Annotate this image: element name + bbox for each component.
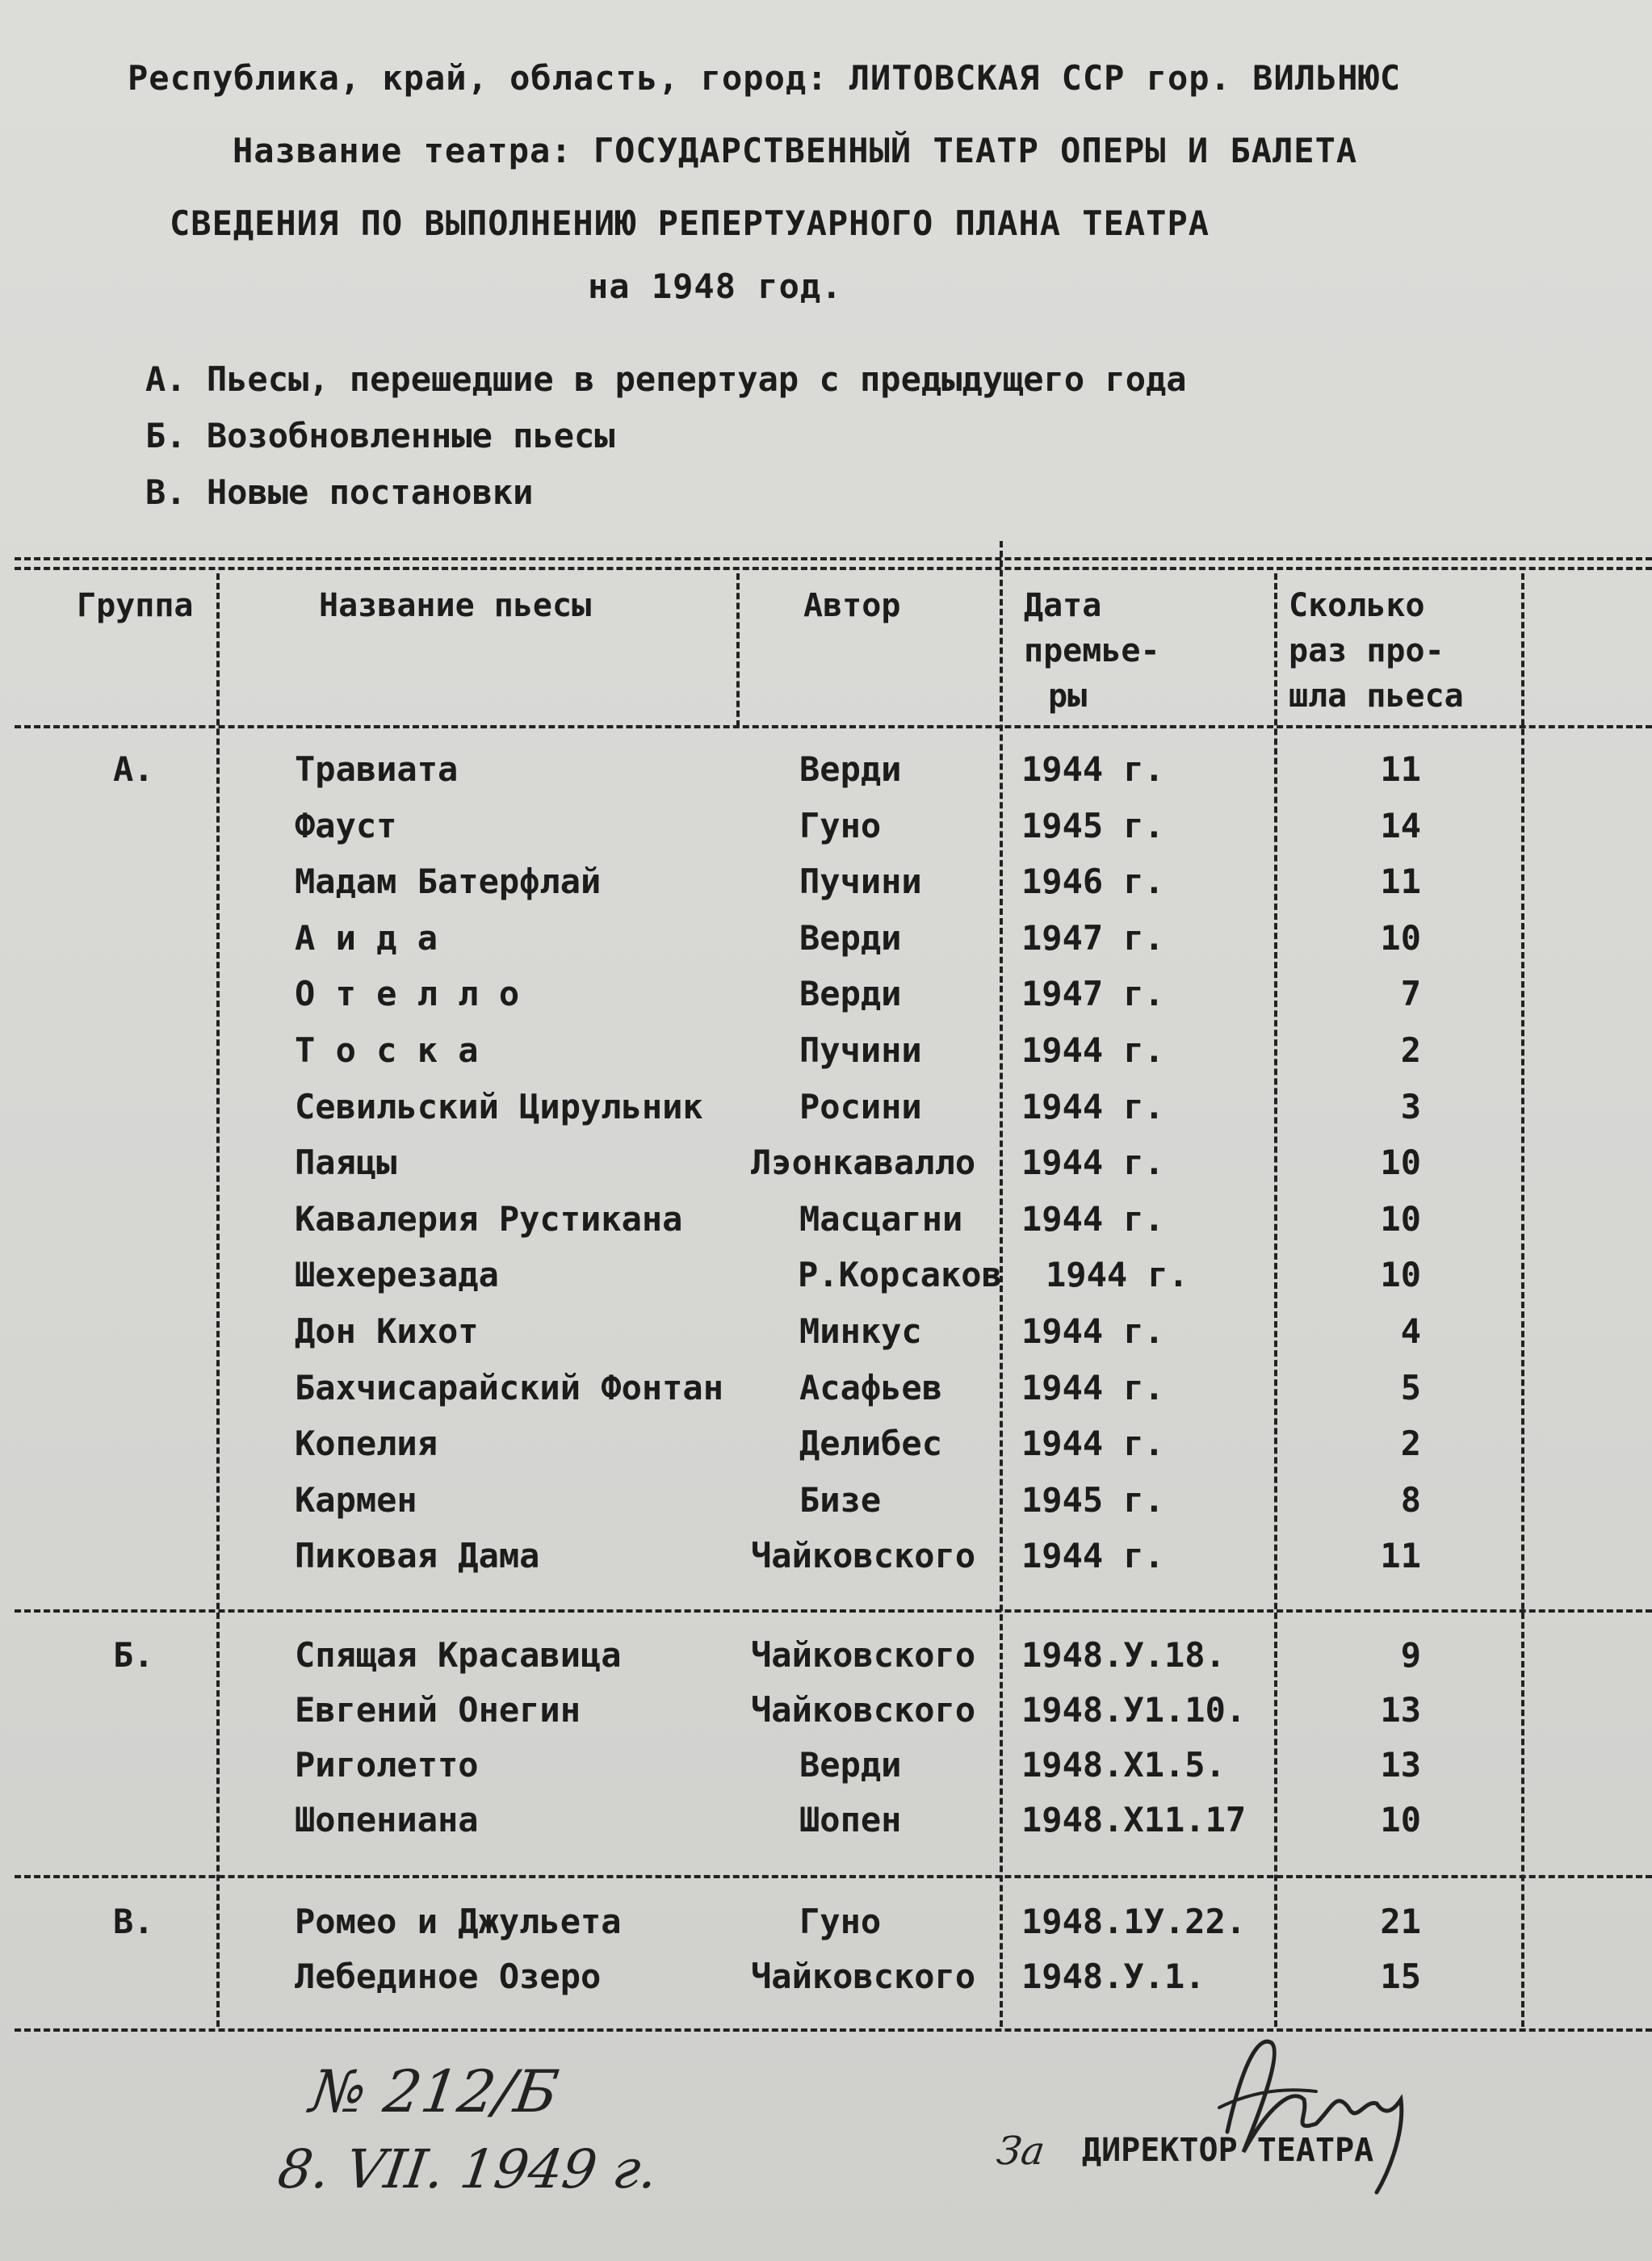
col-header-date-line: премье- [1024, 632, 1160, 669]
registration-date: 8. VII. 1949 г. [274, 2138, 662, 2200]
play-author: Гуно [799, 1902, 882, 1941]
premiere-date: 1944 г. [1021, 749, 1165, 789]
play-author: Пучини [799, 862, 922, 901]
play-title: Дон Кихот [295, 1311, 479, 1351]
header-theatre-line: Название театра: ГОСУДАРСТВЕННЫЙ ТЕАТР ОПЕРЫ И БАЛЕТА [233, 131, 1358, 170]
column-divider-group [216, 573, 220, 2027]
performance-count: 2 [1400, 1424, 1421, 1463]
premiere-date: 1944 г. [1021, 1368, 1165, 1407]
play-author: Верди [799, 1745, 902, 1785]
performance-count: 11 [1380, 862, 1421, 901]
legend-group-b: Б. Возобновленные пьесы [145, 416, 615, 455]
col-header-date [1024, 583, 1160, 719]
play-title: Бахчисарайский Фонтан [295, 1368, 724, 1407]
premiere-date: 1947 г. [1021, 974, 1165, 1013]
col-header-date-line: ры [1048, 677, 1088, 715]
premiere-date: 1945 г. [1021, 1480, 1165, 1520]
signer-title: ДИРЕКТОР ТЕАТРА [1082, 2132, 1374, 2169]
play-title: Копелия [295, 1424, 438, 1463]
play-title: Севильский Цирульник [295, 1087, 703, 1126]
performance-count: 9 [1400, 1635, 1421, 1675]
performance-count: 13 [1380, 1745, 1421, 1785]
play-title: Фауст [295, 806, 397, 845]
table-header-rule [15, 725, 1652, 728]
premiere-date: 1948.У.18. [1021, 1635, 1226, 1675]
play-author: Масцагни [799, 1199, 963, 1239]
col-header-group: Группа [77, 587, 194, 624]
play-title: А и д а [295, 918, 438, 958]
play-author: Делибес [799, 1424, 943, 1463]
premiere-date: 1948.У.1. [1021, 1957, 1205, 1996]
col-header-count-line: Сколько [1289, 587, 1425, 624]
play-author: Р.Корсаков [798, 1255, 1002, 1294]
premiere-date: 1946 г. [1021, 862, 1165, 901]
col-header-count [1289, 583, 1464, 719]
column-divider-title [736, 573, 740, 727]
premiere-date: 1944 г. [1046, 1255, 1189, 1294]
premiere-date: 1948.1У.22. [1021, 1902, 1247, 1941]
signer-prefix: За [994, 2129, 1048, 2174]
play-title: Шехерезада [295, 1255, 499, 1294]
legend-group-a: А. Пьесы, перешедшие в репертуар с предыдущего года [145, 359, 1187, 399]
play-author: Минкус [799, 1311, 922, 1351]
play-author: Верди [799, 749, 902, 789]
performance-count: 15 [1380, 1957, 1421, 1996]
performance-count: 10 [1380, 1255, 1421, 1294]
play-title: Ромео и Джульета [295, 1902, 622, 1941]
premiere-date: 1944 г. [1021, 1199, 1165, 1239]
col-header-count-line: раз про- [1289, 632, 1444, 669]
performance-count: 10 [1380, 1199, 1421, 1239]
play-author: Пучини [799, 1030, 922, 1070]
performance-count: 11 [1380, 1536, 1421, 1575]
premiere-date: 1944 г. [1021, 1087, 1165, 1126]
premiere-date: 1944 г. [1021, 1311, 1165, 1351]
play-title: Паяцы [295, 1143, 397, 1182]
play-author: Чайковского [751, 1536, 976, 1575]
premiere-date: 1944 г. [1021, 1030, 1165, 1070]
premiere-date: 1944 г. [1021, 1536, 1165, 1575]
column-divider-date [1274, 573, 1277, 2027]
performance-count: 8 [1400, 1480, 1421, 1520]
play-author: Верди [799, 918, 902, 958]
premiere-date: 1948.Х1.5. [1021, 1745, 1226, 1785]
column-divider-count [1521, 573, 1524, 2027]
play-author: Чайковского [751, 1690, 976, 1730]
performance-count: 14 [1380, 806, 1421, 845]
play-title: Травиата [295, 749, 459, 789]
play-title: Спящая Красавица [295, 1635, 622, 1675]
col-header-author: Автор [803, 587, 901, 624]
play-author: Верди [799, 974, 902, 1013]
premiere-date: 1948.Х11.17 [1021, 1800, 1247, 1839]
col-header-count-line: шла пьеса [1289, 677, 1464, 715]
play-author: Чайковского [751, 1635, 976, 1675]
header-region-line: Республика, край, область, город: ЛИТОВСКАЯ ССР гор. ВИЛЬНЮС [128, 58, 1402, 98]
performance-count: 4 [1400, 1311, 1421, 1351]
table-top-rule [15, 557, 1652, 560]
play-author: Росини [799, 1087, 922, 1126]
play-author: Чайковского [751, 1957, 976, 1996]
play-title: Лебединое Озеро [295, 1957, 602, 1996]
document-year: на 1948 год. [588, 266, 843, 306]
performance-count: 2 [1400, 1030, 1421, 1070]
performance-count: 13 [1380, 1690, 1421, 1730]
director-signature [1195, 2011, 1461, 2196]
premiere-date: 1944 г. [1021, 1143, 1165, 1182]
performance-count: 7 [1400, 974, 1421, 1013]
play-title: Кармен [295, 1480, 417, 1520]
play-title: Риголетто [295, 1745, 479, 1785]
play-author: Асафьев [799, 1368, 943, 1407]
play-author: Гуно [799, 806, 882, 845]
performance-count: 3 [1400, 1087, 1421, 1126]
premiere-date: 1948.У1.10. [1021, 1690, 1247, 1730]
performance-count: 21 [1380, 1902, 1421, 1941]
play-title: О т е л л о [295, 974, 520, 1013]
premiere-date: 1944 г. [1021, 1424, 1165, 1463]
play-title: Мадам Батерфлай [295, 862, 602, 901]
premiere-date: 1947 г. [1021, 918, 1165, 958]
performance-count: 11 [1380, 749, 1421, 789]
play-author: Шопен [799, 1800, 902, 1839]
performance-count: 5 [1400, 1368, 1421, 1407]
play-author: Бизе [799, 1480, 882, 1520]
document-title: СВЕДЕНИЯ ПО ВЫПОЛНЕНИЮ РЕПЕРТУАРНОГО ПЛАНА ТЕАТРА [170, 203, 1210, 243]
play-title: Кавалерия Рустикана [295, 1199, 683, 1239]
group-label: Б. [113, 1635, 154, 1675]
group-label: А. [113, 749, 154, 789]
performance-count: 10 [1380, 918, 1421, 958]
col-header-title: Название пьесы [319, 587, 592, 624]
registration-number: № 212/Б [306, 2058, 563, 2125]
play-title: Шопениана [295, 1800, 479, 1839]
play-title: Т о с к а [295, 1030, 479, 1070]
play-title: Пиковая Дама [295, 1536, 540, 1575]
play-author: Лэонкавалло [751, 1143, 976, 1182]
performance-count: 10 [1380, 1800, 1421, 1839]
group-label: В. [113, 1902, 154, 1941]
col-header-date-line: Дата [1024, 587, 1102, 624]
play-title: Евгений Онегин [295, 1690, 581, 1730]
section-a-end-rule [15, 1609, 1652, 1613]
performance-count: 10 [1380, 1143, 1421, 1182]
section-b-end-rule [15, 1875, 1652, 1878]
legend-group-c: В. Новые постановки [145, 472, 534, 512]
premiere-date: 1945 г. [1021, 806, 1165, 845]
